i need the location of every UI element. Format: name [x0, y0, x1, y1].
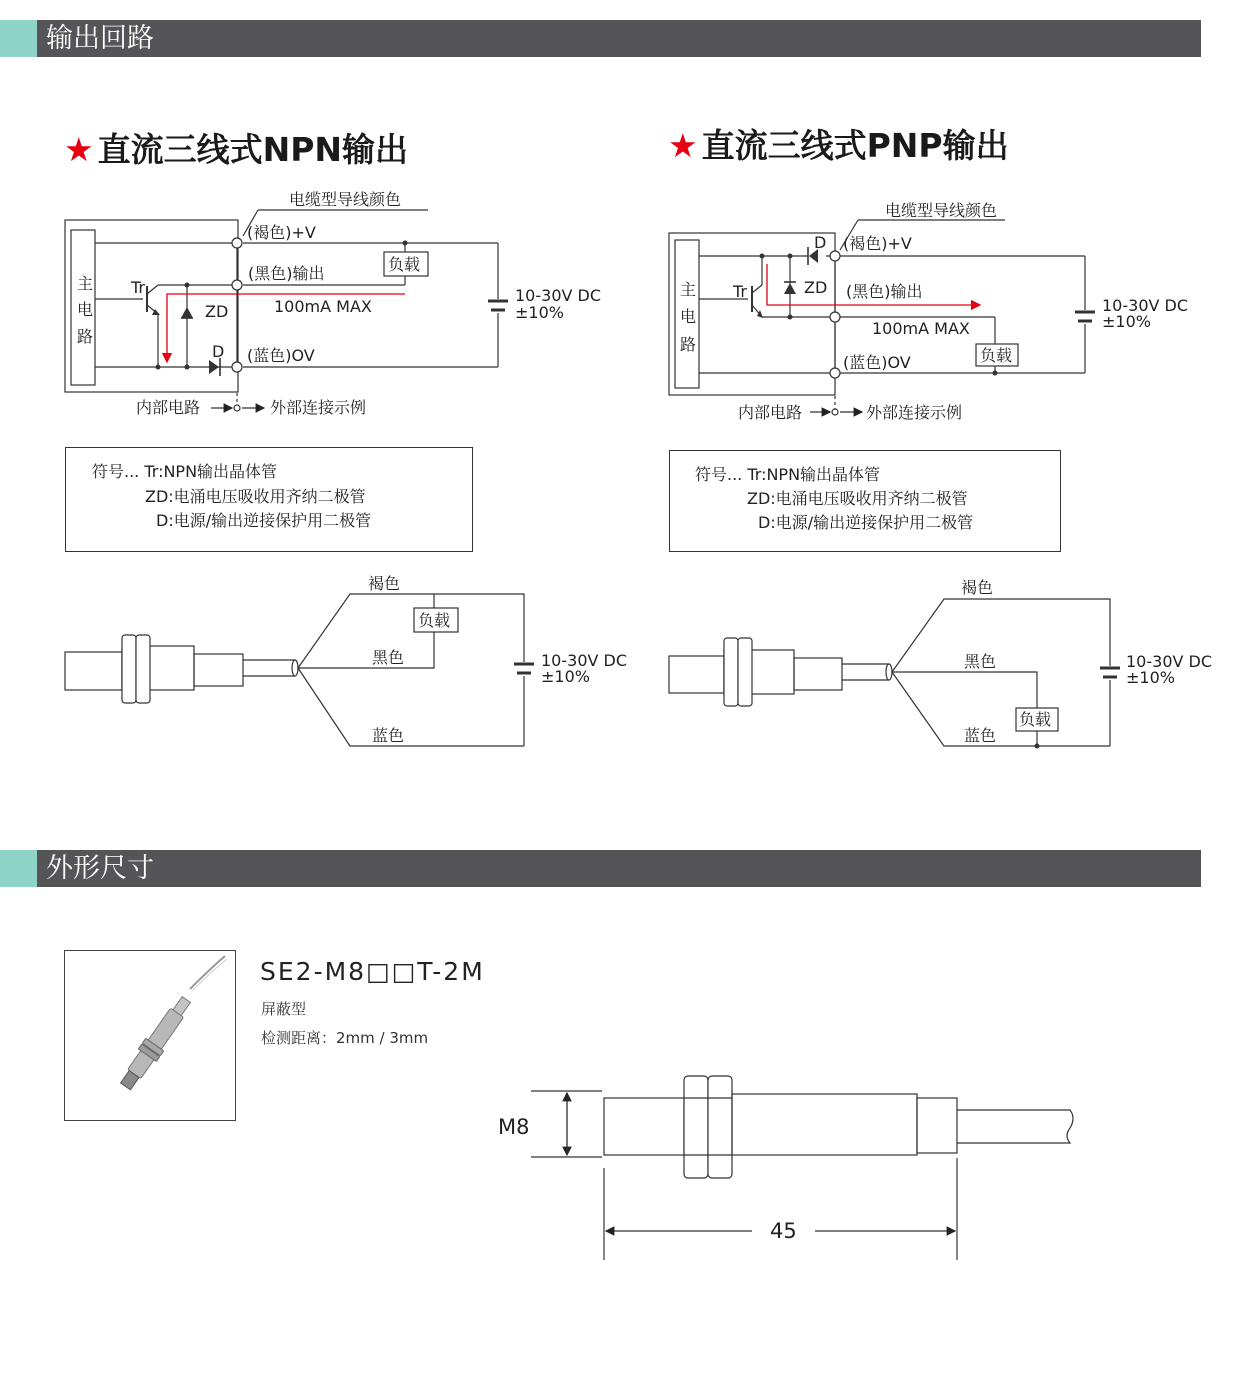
section-title: 输出回路	[46, 23, 154, 54]
terminal-0v	[232, 362, 242, 372]
junction-dot	[760, 254, 765, 259]
zener-diode-icon	[181, 307, 193, 318]
section-title: 外形尺寸	[46, 853, 154, 884]
star-icon: ★	[64, 130, 94, 169]
product-type: 屏蔽型	[261, 1000, 307, 1018]
star-icon: ★	[668, 126, 698, 165]
terminal-plus-v	[830, 251, 840, 261]
zd-label: ZD	[804, 278, 828, 297]
terminal-0v	[830, 368, 840, 378]
junction-dot	[185, 365, 190, 370]
product-model: SE2-M8□□T-2M	[260, 957, 485, 986]
wire-black-label: 黑色	[372, 648, 405, 667]
supply-voltage-label: 10-30V DC	[541, 651, 628, 670]
junction-dot	[993, 371, 998, 376]
load-label: 负载	[980, 346, 1013, 365]
sensor-tail	[194, 654, 243, 686]
npn-title-text: 直流三线式NPN输出	[97, 130, 409, 169]
dimension-labels	[498, 1115, 797, 1243]
junction-dot	[788, 254, 793, 259]
supply-tolerance-label: ±10%	[515, 303, 564, 322]
output-label: (黑色)输出	[846, 282, 923, 301]
load-label: 负载	[1019, 710, 1052, 729]
sensor-head	[669, 656, 724, 693]
d-label: D	[212, 342, 225, 361]
hex-nut	[684, 1076, 708, 1178]
sensor-head	[65, 652, 122, 690]
pnp-wiring-labels	[961, 578, 1212, 745]
main-circuit-char: 路	[680, 335, 697, 354]
pnp-title-text: 直流三线式PNP输出	[701, 126, 1009, 165]
output-label: (黑色)输出	[248, 264, 325, 283]
npn-circuit-labels	[77, 190, 601, 417]
sensor-photo-icon	[65, 951, 237, 1122]
terminal-output	[232, 280, 242, 290]
dimension-drawing	[531, 1076, 1073, 1260]
divider-dot	[234, 405, 240, 411]
npn-wiring-labels	[368, 574, 627, 745]
d-label: D	[814, 233, 827, 252]
legend-line-d: D:电源/输出逆接保护用二极管	[156, 511, 372, 530]
sensor-nut	[136, 635, 150, 703]
wire-blue-label: 蓝色	[372, 726, 405, 745]
junction-dot	[185, 283, 190, 288]
sensor-nut	[122, 635, 136, 703]
supply-tolerance-label: ±10%	[1126, 668, 1175, 687]
plus-v-label: (褐色)+V	[247, 223, 316, 242]
thread-label: M8	[498, 1115, 530, 1139]
max-current-label: 100mA MAX	[274, 297, 372, 316]
section-header-dimensions	[0, 850, 1201, 887]
main-circuit-char: 电	[77, 300, 94, 319]
terminal-plus-v	[232, 238, 242, 248]
external-label: 外部连接示例	[270, 398, 367, 417]
zener-diode-icon	[784, 283, 796, 294]
wire-blue-label: 蓝色	[964, 726, 997, 745]
sensor-body-outline	[732, 1094, 917, 1155]
pnp-circuit-labels	[680, 201, 1188, 422]
legend-line-d: D:电源/输出逆接保护用二极管	[758, 513, 974, 532]
legend-line-tr: 符号... Tr:NPN输出晶体管	[92, 462, 278, 481]
supply-voltage-label: 10-30V DC	[515, 286, 602, 305]
pnp-wiring-example	[669, 599, 1120, 746]
load-label: 负载	[388, 255, 421, 274]
main-circuit-char: 主	[680, 280, 697, 299]
divider-dot	[832, 409, 838, 415]
zero-v-label: (蓝色)OV	[247, 346, 315, 365]
plus-v-label: (褐色)+V	[843, 234, 912, 253]
junction-dot	[156, 365, 161, 370]
wire-brown-label: 褐色	[368, 574, 401, 593]
internal-label: 内部电路	[738, 403, 803, 422]
pnp-wiring-marks	[1035, 744, 1040, 749]
zero-v-label: (蓝色)OV	[843, 353, 911, 372]
external-label: 外部连接示例	[866, 403, 963, 422]
supply-voltage-label: 10-30V DC	[1126, 652, 1213, 671]
sensor-tail-outline	[917, 1098, 957, 1153]
main-circuit-char: 路	[77, 327, 94, 346]
main-circuit-char: 电	[680, 307, 697, 326]
junction-dot	[788, 315, 793, 320]
detection-distance: 检测距离：2mm / 3mm	[261, 1029, 429, 1047]
tr-label: Tr	[131, 278, 145, 297]
legend-line-zd: ZD:电涌电压吸收用齐纳二极管	[747, 489, 968, 508]
max-current-label: 100mA MAX	[872, 319, 970, 338]
diode-icon	[209, 360, 219, 374]
cable-outline	[957, 1110, 1073, 1143]
supply-voltage-label: 10-30V DC	[1102, 296, 1189, 315]
section-accent	[0, 850, 37, 887]
hex-nut	[708, 1076, 732, 1178]
supply-tolerance-label: ±10%	[541, 667, 590, 686]
product-photo	[64, 950, 236, 1121]
supply-tolerance-label: ±10%	[1102, 312, 1151, 331]
sensor-tail	[794, 658, 842, 690]
zd-label: ZD	[205, 302, 229, 321]
npn-wiring-example	[65, 594, 534, 746]
sensor-nut	[738, 638, 752, 706]
tr-label: Tr	[733, 282, 747, 301]
internal-label: 内部电路	[136, 398, 201, 417]
load-label: 负载	[418, 611, 451, 630]
junction-dot	[1035, 744, 1040, 749]
length-label: 45	[770, 1219, 797, 1243]
junction-dot	[403, 241, 408, 246]
cable-color-label: 电缆型导线颜色	[885, 201, 998, 220]
legend-line-tr: 符号... Tr:NPN输出晶体管	[695, 465, 881, 484]
sensor-nut	[724, 638, 738, 706]
main-circuit-char: 主	[77, 274, 94, 293]
cable-color-label: 电缆型导线颜色	[289, 190, 402, 209]
terminal-output	[830, 312, 840, 322]
wire-black-label: 黑色	[964, 652, 997, 671]
legend-line-zd: ZD:电涌电压吸收用齐纳二极管	[145, 487, 366, 506]
sensor-head-outline	[604, 1098, 684, 1155]
wire-brown-label: 褐色	[961, 578, 994, 597]
